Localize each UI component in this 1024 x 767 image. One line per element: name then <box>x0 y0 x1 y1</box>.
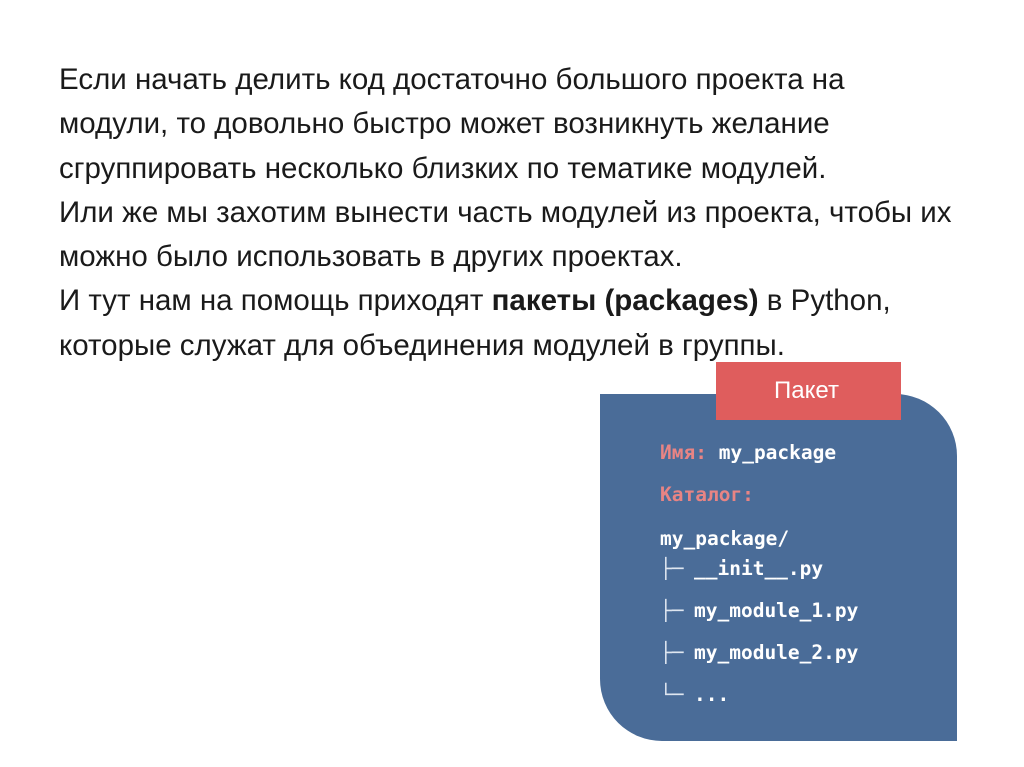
tree-last-icon: └─ <box>660 683 684 706</box>
package-structure <box>660 441 859 706</box>
tree-item <box>660 683 729 706</box>
paragraph-reuse: Или же мы захотим вынести часть модулей из проекта, чтобы их можно было использовать в других проектах. <box>59 195 952 274</box>
file-name: my_module_1.py <box>694 599 859 622</box>
root-dir: my_package/ <box>660 527 790 550</box>
package-card-tab: Пакет <box>716 362 901 420</box>
root-dir-row <box>660 527 789 550</box>
catalog-label: Каталог: <box>660 483 754 506</box>
packages-text-after: в Python, которые служат для объединения модулей в группы. <box>59 284 891 362</box>
slide-body-text <box>59 58 959 368</box>
file-name: __init__.py <box>694 557 824 580</box>
tree-branch-icon: ├─ <box>660 557 684 580</box>
catalog-row <box>660 483 754 506</box>
packages-term: пакеты (packages) <box>491 284 759 318</box>
paragraph-packages <box>59 279 959 368</box>
name-label: Имя: <box>660 441 707 464</box>
file-name: ... <box>694 683 730 706</box>
paragraph-intro: Если начать делить код достаточно большого проекта на модули, то довольно быстро может возникнуть желание сгруппировать несколько близких по тематике модулей. <box>59 63 845 185</box>
package-name-row <box>660 441 836 464</box>
name-value: my_package <box>718 441 837 464</box>
file-name: my_module_2.py <box>694 641 859 664</box>
tree-item <box>660 641 858 664</box>
packages-text-before: И тут нам на помощь приходят <box>59 284 492 318</box>
tree-branch-icon: ├─ <box>660 599 684 622</box>
tree-branch-icon: ├─ <box>660 641 684 664</box>
tree-item <box>660 599 858 622</box>
tree-item <box>660 557 823 580</box>
